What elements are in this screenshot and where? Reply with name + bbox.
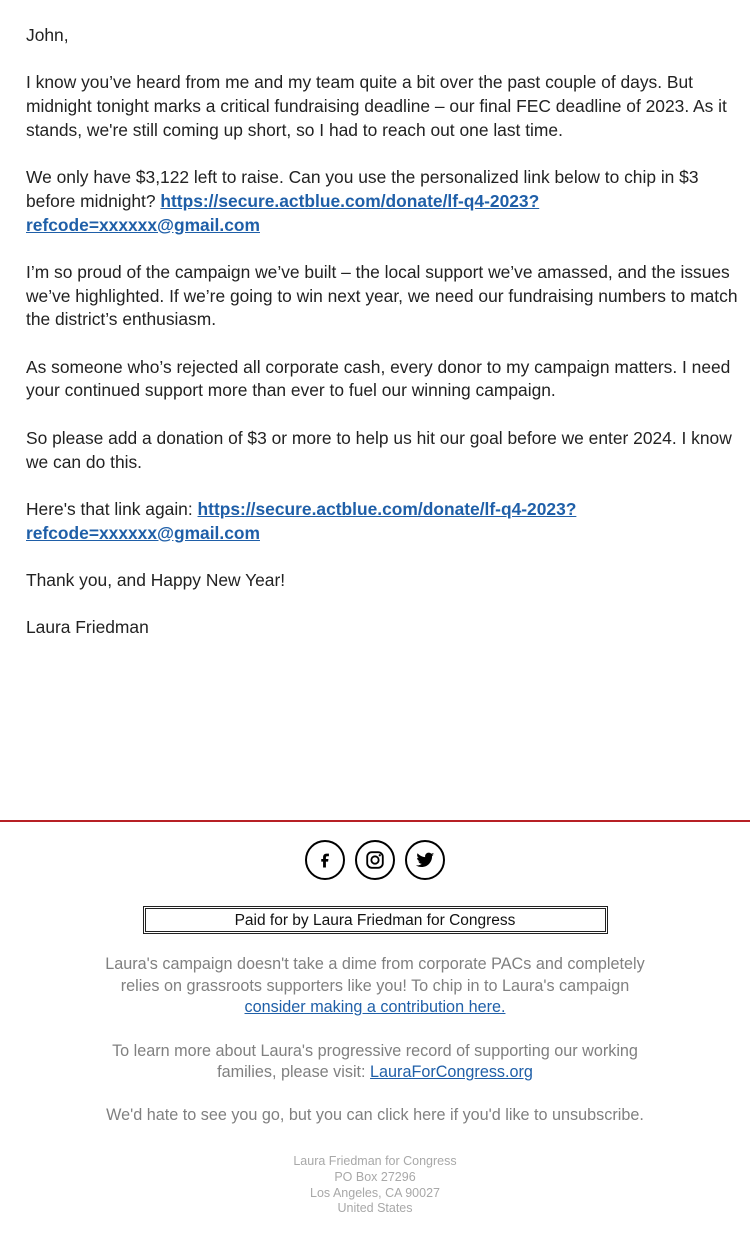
email-footer	[0, 840, 750, 1217]
paragraph-link-again	[26, 498, 738, 545]
address-city: Los Angeles, CA 90027	[310, 1185, 440, 1200]
address-po-box: PO Box 27296	[334, 1169, 416, 1184]
paragraph-donation-goal: So please add a donation of $3 or more to help us hit our goal before we enter 2024. I know we can do this.	[26, 427, 732, 472]
twitter-icon	[414, 849, 436, 871]
social-links	[0, 840, 750, 880]
closing: Thank you, and Happy New Year!	[26, 570, 286, 591]
unsubscribe-link[interactable]: We'd hate to see you go, but you can click here if you'd like to unsubscribe.	[106, 1105, 644, 1124]
twitter-button[interactable]	[405, 840, 445, 880]
paragraph-proud: I’m so proud of the campaign we’ve built – the local support we’ve amassed, and the issues we’ve highlighted. If we’re going to win next year, we need our fundraising numbers to match the district’s enthusiasm.	[26, 261, 738, 330]
donate-link[interactable]: https://secure.actblue.com/donate/lf-q4-2023?refcode=xxxxxx@gmail.com	[26, 190, 540, 235]
paragraph-ask	[26, 166, 738, 237]
footer-corporate-text	[95, 954, 655, 1019]
mailing-address	[0, 1154, 750, 1217]
address-country: United States	[337, 1201, 413, 1216]
donate-link-again[interactable]: https://secure.actblue.com/donate/lf-q4-2023?refcode=xxxxxx@gmail.com	[26, 498, 577, 543]
ask-text: We only have $3,122 left to raise. Can you use the personalized link below to chip in $3 before midnight?	[26, 167, 699, 211]
footer-divider	[0, 820, 750, 822]
facebook-icon	[315, 850, 335, 870]
contribution-link[interactable]: consider making a contribution here.	[244, 998, 506, 1016]
instagram-button[interactable]	[355, 840, 395, 880]
paragraph-corporate-cash: As someone who’s rejected all corporate cash, every donor to my campaign matters. I need your continued support more than ever to fuel our winning campaign.	[26, 356, 731, 401]
website-link[interactable]: LauraForCongress.org	[370, 1063, 533, 1081]
footer-learn-more	[95, 1041, 655, 1084]
learn-more-text: To learn more about Laura's progressive record of supporting our working families, please visit:	[112, 1041, 638, 1081]
address-org: Laura Friedman for Congress	[293, 1154, 457, 1168]
corporate-text: Laura's campaign doesn't take a dime from corporate PACs and completely relies on grassroots supporters like you! To chip in to Laura's campaign	[105, 955, 645, 995]
facebook-button[interactable]	[305, 840, 345, 880]
link-again-text: Here's that link again:	[26, 498, 193, 519]
paragraph-deadline: I know you’ve heard from me and my team quite a bit over the past couple of days. But midnight tonight marks a critical fundraising deadline – our final FEC deadline of 2023. As it stands, we're still coming up short, so I had to reach out one last time.	[26, 72, 727, 140]
paid-for-disclaimer: Paid for by Laura Friedman for Congress	[143, 906, 608, 934]
instagram-icon	[364, 849, 386, 871]
signature: Laura Friedman	[26, 617, 149, 638]
email-body	[26, 24, 738, 664]
greeting: John,	[26, 25, 69, 45]
